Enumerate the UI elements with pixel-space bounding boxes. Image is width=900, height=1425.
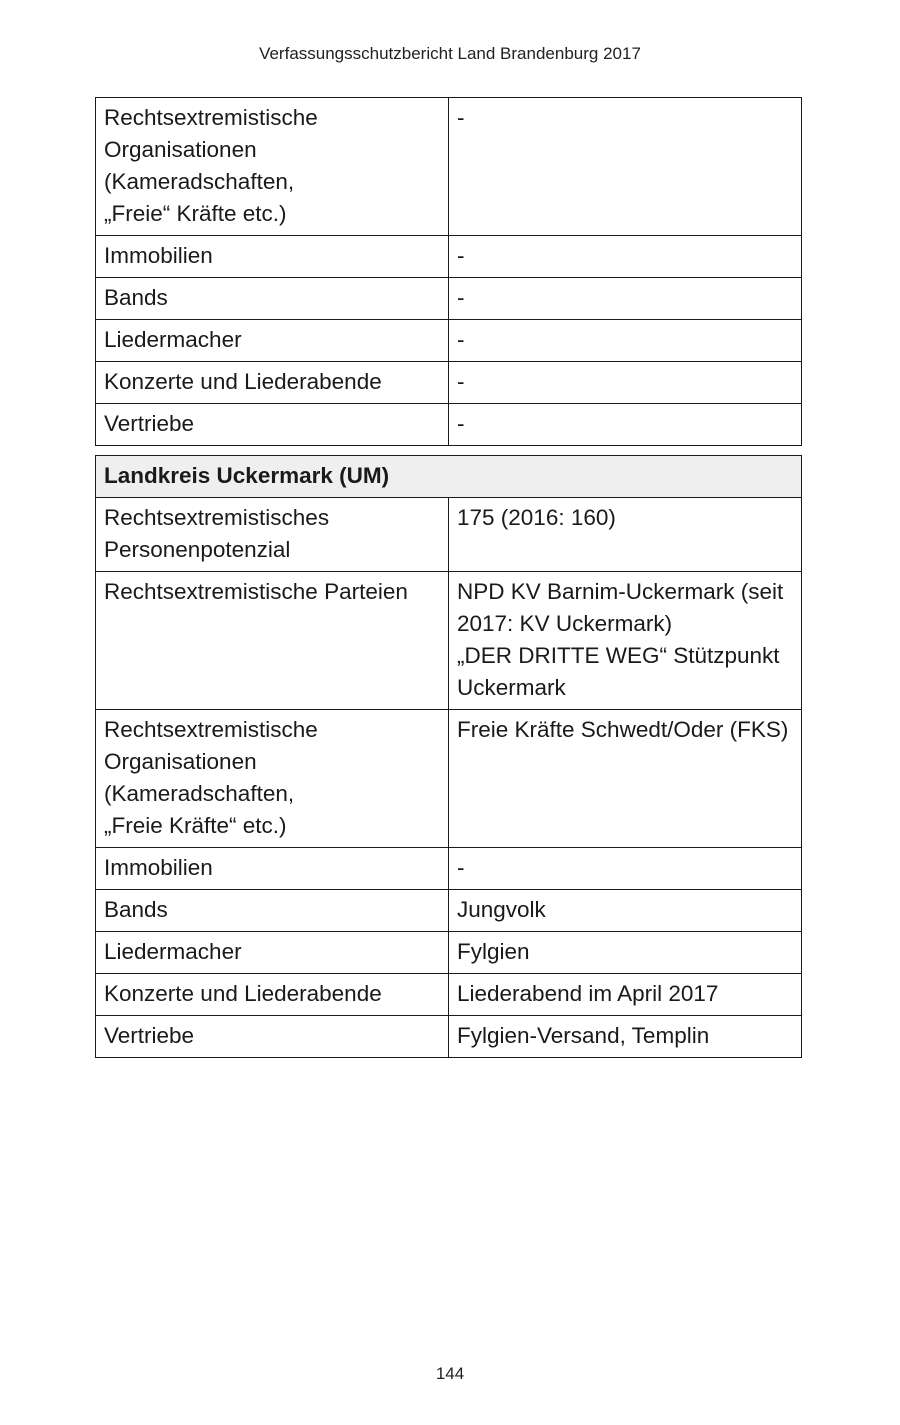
table-heading: Landkreis Uckermark (UM) — [96, 456, 802, 498]
row-value: Freie Kräfte Schwedt/Oder (FKS) — [449, 710, 802, 848]
row-value: Fylgien — [449, 932, 802, 974]
row-label: Konzerte und Liederabende — [96, 362, 449, 404]
row-label: Bands — [96, 890, 449, 932]
row-label: Immobilien — [96, 848, 449, 890]
table-row — [96, 710, 802, 848]
row-value: - — [449, 362, 802, 404]
table-row — [96, 236, 802, 278]
row-label: Rechtsextremistische Parteien — [96, 572, 449, 710]
row-label: Liedermacher — [96, 932, 449, 974]
row-value: - — [449, 236, 802, 278]
row-label: Vertriebe — [96, 404, 449, 446]
table-row — [96, 498, 802, 572]
table-row — [96, 848, 802, 890]
row-label: Rechtsextremistische Organisationen (Kameradschaften, „Freie“ Kräfte etc.) — [96, 98, 449, 236]
table-row — [96, 404, 802, 446]
row-value: 175 (2016: 160) — [449, 498, 802, 572]
table-row — [96, 932, 802, 974]
row-value: Jungvolk — [449, 890, 802, 932]
row-value: Fylgien-Versand, Templin — [449, 1016, 802, 1058]
row-value: - — [449, 404, 802, 446]
row-label: Immobilien — [96, 236, 449, 278]
table-row — [96, 890, 802, 932]
row-value: NPD KV Barnim-Uckermark (seit 2017: KV Uckermark) „DER DRITTE WEG“ Stützpunkt Uckermark — [449, 572, 802, 710]
row-label: Bands — [96, 278, 449, 320]
table-previous-district-continued — [95, 97, 802, 446]
table-landkreis-uckermark — [95, 455, 802, 1058]
page-number: 144 — [435, 1364, 465, 1383]
row-label: Rechtsextremistisches Personenpotenzial — [96, 498, 449, 572]
table-row — [96, 278, 802, 320]
row-label: Liedermacher — [96, 320, 449, 362]
row-value: - — [449, 320, 802, 362]
table-row — [96, 362, 802, 404]
row-label: Konzerte und Liederabende — [96, 974, 449, 1016]
row-label: Rechtsextremistische Organisationen (Kameradschaften, „Freie Kräfte“ etc.) — [96, 710, 449, 848]
table-row — [96, 1016, 802, 1058]
table-heading-row — [96, 456, 802, 498]
row-value: - — [449, 98, 802, 236]
table-row — [96, 974, 802, 1016]
table-row — [96, 98, 802, 236]
row-value: - — [449, 278, 802, 320]
row-value: - — [449, 848, 802, 890]
row-label: Vertriebe — [96, 1016, 449, 1058]
table-row — [96, 320, 802, 362]
table-row — [96, 572, 802, 710]
row-value: Liederabend im April 2017 — [449, 974, 802, 1016]
running-header: Verfassungsschutzbericht Land Brandenburg 2017 — [259, 44, 641, 63]
